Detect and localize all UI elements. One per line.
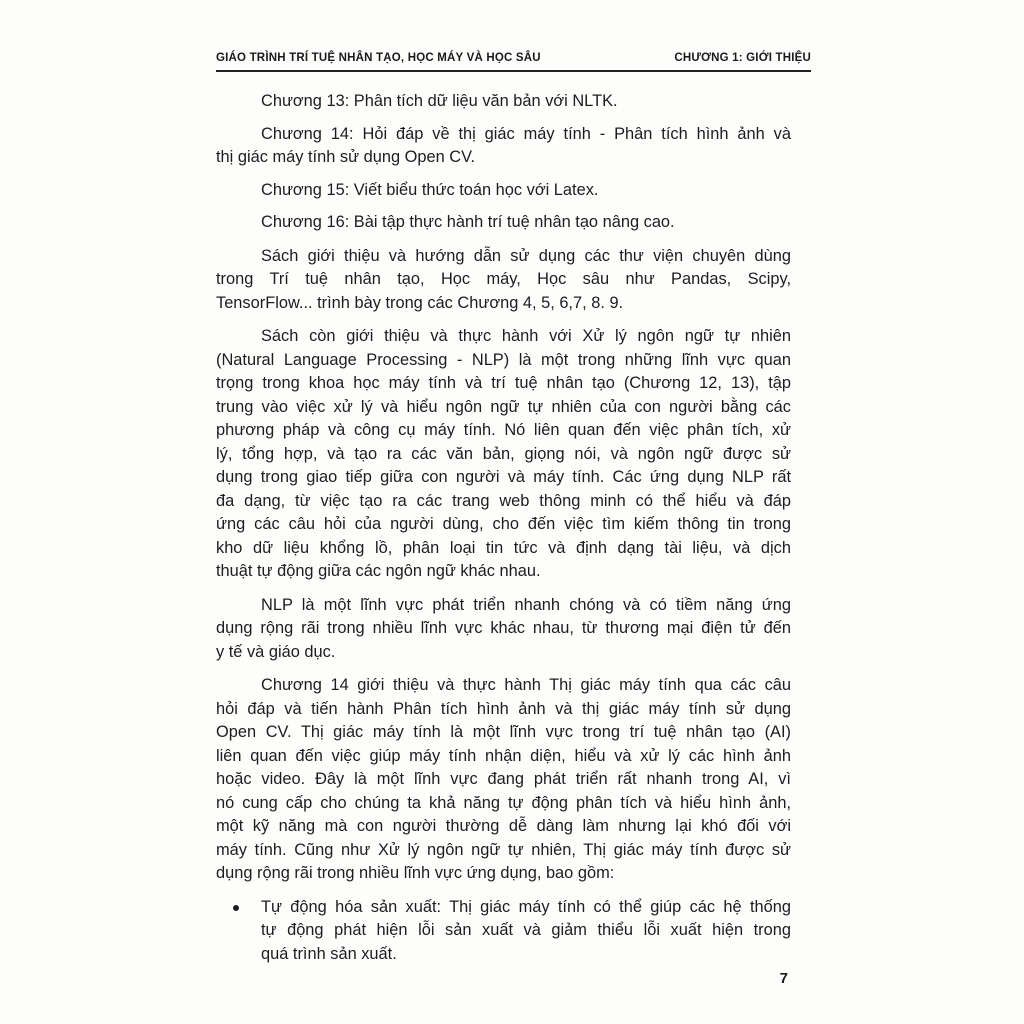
paragraph-line: (Natural Language Processing - NLP) là một trong những lĩnh vực quan [216,350,791,369]
chapter-16-line: Chương 16: Bài tập thực hành trí tuệ nhân tạo nâng cao. [261,213,675,231]
paragraph-line: trong Trí tuệ nhân tạo, Học máy, Học sâu như Pandas, Scipy, [216,270,791,288]
chapter-14-line-cont: thị giác máy tính sử dụng Open CV. [216,148,476,166]
paragraph-computer-vision [216,674,791,886]
paragraph-nlp [216,325,791,584]
chapter-13-line: Chương 13: Phân tích dữ liệu văn bản với NLTK. [261,92,618,110]
paragraph-line: dụng trong giao tiếp giữa con người và máy tính. Các ứng dụng NLP rất [216,468,791,486]
paragraph-line: một kỹ năng mà con người thường dễ dàng làm nhưng lại khó đối với [216,817,791,835]
paragraph-line: NLP là một lĩnh vực phát triển nhanh chóng và có tiềm năng ứng [261,595,791,614]
paragraph-line: thuật tự động giữa các ngôn ngữ khác nhau. [216,562,541,580]
bullet-line: tự động phát hiện lỗi sản xuất và giảm thiểu lỗi xuất hiện trong [261,921,791,939]
paragraph-line: Sách còn giới thiệu và thực hành với Xử lý ngôn ngữ tự nhiên [261,327,791,345]
paragraph-line: y tế và giáo dục. [216,642,336,661]
paragraph-line: hỏi đáp và tiến hành Phân tích hình ảnh và thị giác máy tính sử dụng [216,699,791,718]
running-header [216,50,811,72]
paragraph-line: đa dạng, từ việc tạo ra các trang web thông minh có thể hiểu và đáp [216,491,791,510]
paragraph-line: nó cung cấp cho chúng ta khả năng tự động phân tích và hiểu hình ảnh, [216,793,791,812]
page-body [216,90,791,966]
paragraph-line: phương pháp và công cụ máy tính. Nó liên quan đến việc phân tích, xử [216,421,791,439]
paragraph-line: dụng rộng rãi trong nhiều lĩnh vực khác nhau, từ thương mại điện tử đến [216,619,791,637]
paragraph-line: lý, tổng hợp, và tạo ra các văn bản, giọng nói, và ngôn ngữ được sử [216,444,791,463]
paragraph-line: ứng các câu hỏi của người dùng, cho đến việc tìm kiếm thông tin trong [216,515,791,533]
paragraph-libraries [216,245,791,316]
paragraph-line: kho dữ liệu khổng lồ, phân loại tin tức và định dạng tài liệu, và dịch [216,538,791,557]
paragraph-line: dụng rộng rãi trong nhiều lĩnh vực ứng dụng, bao gồm: [216,864,615,882]
bullet-icon [233,905,239,911]
bullet-line: Tự động hóa sản xuất: Thị giác máy tính có thể giúp các hệ thống [261,897,791,916]
paragraph-line: TensorFlow... trình bày trong các Chương 4, 5, 6,7, 8. 9. [216,293,624,312]
paragraph-line: trung vào việc xử lý và hiểu ngôn ngữ tự nhiên của con người bằng các [216,397,791,416]
chapter-15-line: Chương 15: Viết biểu thức toán học với Latex. [261,180,599,199]
paragraph-line: Open CV. Thị giác máy tính là một lĩnh vực trong trí tuệ nhân tạo (AI) [216,723,791,741]
bullet-line: quá trình sản xuất. [261,944,397,963]
bullet-item-automation [216,896,791,967]
paragraph-line: máy tính. Cũng như Xử lý ngôn ngữ tự nhiên, Thị giác máy tính được sử [216,840,791,859]
page-number: 7 [779,970,788,987]
header-chapter-title: CHƯƠNG 1: GIỚI THIỆU [674,52,811,64]
header-book-title: GIÁO TRÌNH TRÍ TUỆ NHÂN TẠO, HỌC MÁY VÀ HỌC SÂU [216,52,541,64]
paragraph-line: hoặc video. Đây là một lĩnh vực đang phát triển rất nhanh trong AI, vì [216,770,791,788]
paragraph-line: trọng trong khoa học máy tính và trí tuệ nhân tạo (Chương 12, 13), tập [216,374,791,392]
paragraph-nlp-growth [216,594,791,665]
paragraph-line: liên quan đến việc giúp máy tính nhận diện, hiểu và xử lý các hình ảnh [216,746,791,765]
paragraph-line: Sách giới thiệu và hướng dẫn sử dụng các thư viện chuyên dùng [261,246,791,265]
paragraph-line: Chương 14 giới thiệu và thực hành Thị giác máy tính qua các câu [261,676,791,694]
chapter-14-line: Chương 14: Hỏi đáp về thị giác máy tính - Phân tích hình ảnh và [261,124,791,143]
